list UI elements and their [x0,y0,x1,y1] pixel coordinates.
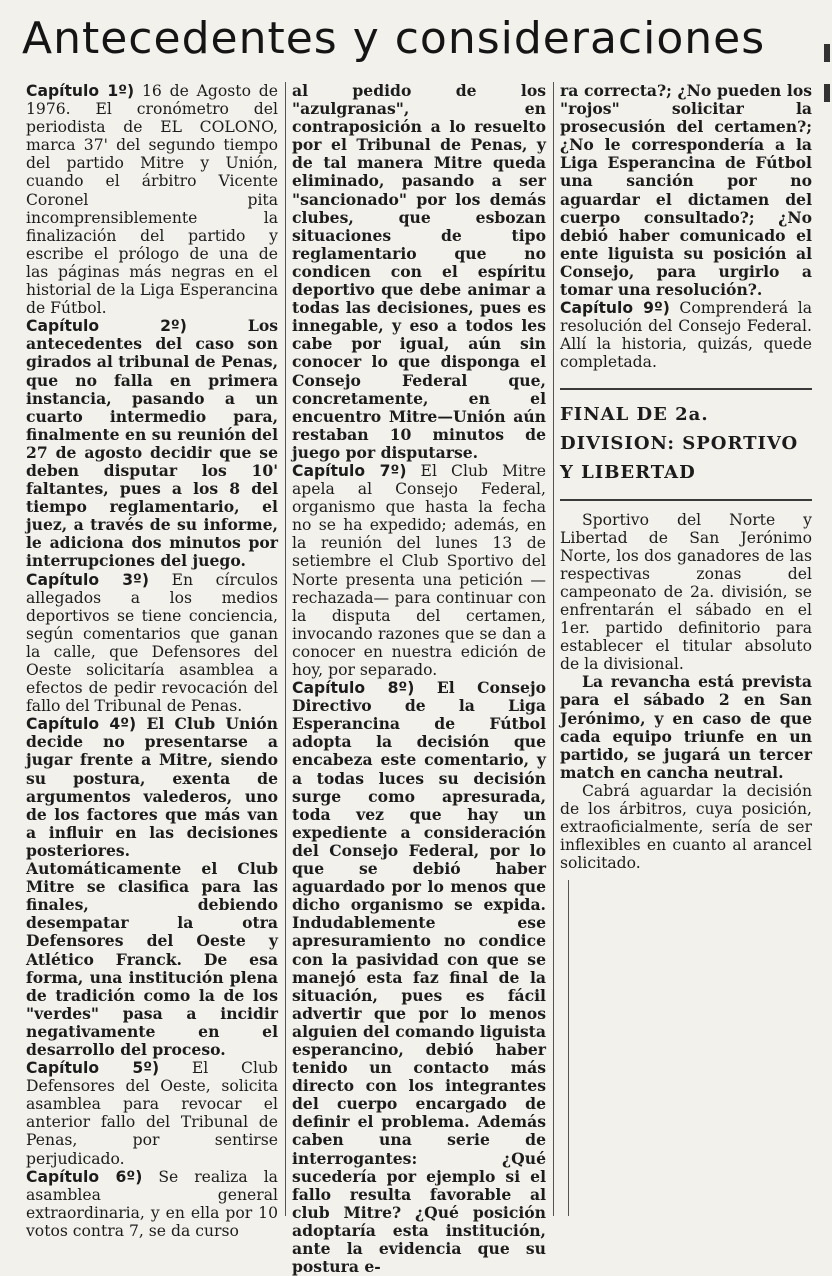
chapter-4: Capítulo 4º) El Club Unión decide no presentarse a jugar frente a Mitre, siendo su postura, exenta de argumentos valederos, uno de los factores que más van a influir en las decisiones posteriores. Automáticamente el Club Mitre se clasifica para las finales, debiendo desempatar la otra Defensores del Oeste y Atlético Franck. De esa forma, una institución plena de tradición como la de los "verdes" pasa a incidir negativamente en el desarrollo del proceso. [26,714,278,1059]
chapter-2: Capítulo 2º) Los antecedentes del caso son girados al tribunal de Penas, que no falla en primera instancia, pasando a un cuarto intermedio para, finalmente en su reunión del 27 de agosto decidir que se deben disputar los 10' faltantes, pues a los 8 del tiempo reglamentario, el juez, a través de su informe, le adiciona dos minutos por interrupciones del juego. [26,316,278,571]
sidebar-paragraph: Cabrá aguardar la decisión de los árbitros, cuya posición, extraoficialmente, sería de ser inflexibles en cuanto al arancel solicitado. [560,781,812,873]
chapter-7: Capítulo 7º) El Club Mitre apela al Consejo Federal, organismo que hasta la fecha no se ha expedido; además, en la reunión del lunes 13 de setiembre el Club Sportivo del Norte presenta una petición —rechazada— para continuar con la disputa del certamen, invocando razones que se dan a conocer en nuestra edición de hoy, por separado. [292,461,546,679]
sidebar-paragraph: La revancha está prevista para el sábado 2 en San Jerónimo, y en caso de que cada equipo triunfe en un partido, se jugará un tercer match en cancha neutral. [560,672,812,782]
chapter-9: Capítulo 9º) Comprenderá la resolución del Consejo Federal. Allí la historia, quizás, quede completada. [560,299,812,372]
page-edge-mark [824,84,830,102]
section-divider [560,499,812,501]
chapter-8: Capítulo 8º) El Consejo Directivo de la Liga Esperancina de Fútbol adopta la decisión que encabeza este comentario, y a todas luces su decisión surge como apresurada, toda vez que hay un expediente a consideración del Consejo Federal, por lo que se debió haber aguardado por lo menos que dicho organismo se expida. Indudablemente ese apresuramiento no condice con la pasividad con que se manejó esta faz final de la situación, pues es fácil advertir que por lo menos alguien del comando liguista esperancino, debió haber tenido un contacto más directo con los integrantes del cuerpo encargado de definir el problema. Además caben una serie de interrogantes: ¿Qué sucedería por ejemplo si el fallo resulta favorable al club Mitre? ¿Qué posición adoptaría esta institución, ante la evidencia que su postura e- [292,678,546,1276]
headline: Antecedentes y consideraciones [22,13,766,64]
sidebar-paragraph: Sportivo del Norte y Libertad de San Jerónimo Norte, los dos ganadores de las respectivas zonas del campeonato de 2a. división, se enfrentarán el sábado en el 1er. partido definitorio para establecer el titular absoluto de la divisional. [560,510,812,674]
column-divider [285,82,286,1216]
chapter-6-continued: al pedido de los "azulgranas", en contraposición a lo resuelto por el Tribunal de Penas, y de tal manera Mitre queda eliminado, pasando a ser "sancionado" por los demás clubes, que esbozan situaciones de tipo reglamentario que no condicen con el espíritu deportivo que debe animar a todas las decisiones, pues es innegable, y eso a todos les cabe por igual, aún sin conocer lo que disponga el Consejo Federal que, concretamente, en el encuentro Mitre—Unión aún restaban 10 minutos de juego por disputarse. [292,81,546,462]
chapter-5: Capítulo 5º) El Club Defensores del Oeste, solicita asamblea para revocar el anterior fallo del Tribunal de Penas, por sentirse perjudicado. [26,1059,278,1168]
article-column-3 [560,82,812,1216]
column-divider [568,880,569,1216]
page-edge-mark [824,44,830,62]
chapter-1: Capítulo 1º) 16 de Agosto de 1976. El cronómetro del periodista de EL COLONO, marca 37' del segundo tiempo del partido Mitre y Unión, cuando el árbitro Vicente Coronel pita incomprensiblemente la finalización del partido y escribe el prólogo de una de las páginas más negras en el historial de la Liga Esperancina de Fútbol. [26,82,278,318]
chapter-3: Capítulo 3º) En círculos allegados a los medios deportivos se tiene conciencia, según comentarios que ganan la calle, que Defensores del Oeste solicitaría asamblea a efectos de pedir revocación del fallo del Tribunal de Penas. [26,570,278,716]
article-column-2 [292,81,546,1276]
section-divider [560,388,812,390]
chapter-6: Capítulo 6º) Se realiza la asamblea general extraordinaria, y en ella por 10 votos contra 7, se da curso [26,1167,278,1240]
column-divider [553,82,554,1216]
chapter-8-continued: ra correcta?; ¿No pueden los "rojos" solicitar la prosecusión del certamen?; ¿No le correspondería a la Liga Esperancina de Fútbol una sanción por no aguardar el dictamen del cuerpo consultado?; ¿No debió haber comunicado el ente liguista su posición al Consejo, para urgirlo a tomar una resolución?. [560,81,812,300]
article-column-1 [26,82,278,1240]
sidebar-headline: FINAL DE 2a. DIVISION: SPORTIVO Y LIBERTAD [560,403,799,483]
